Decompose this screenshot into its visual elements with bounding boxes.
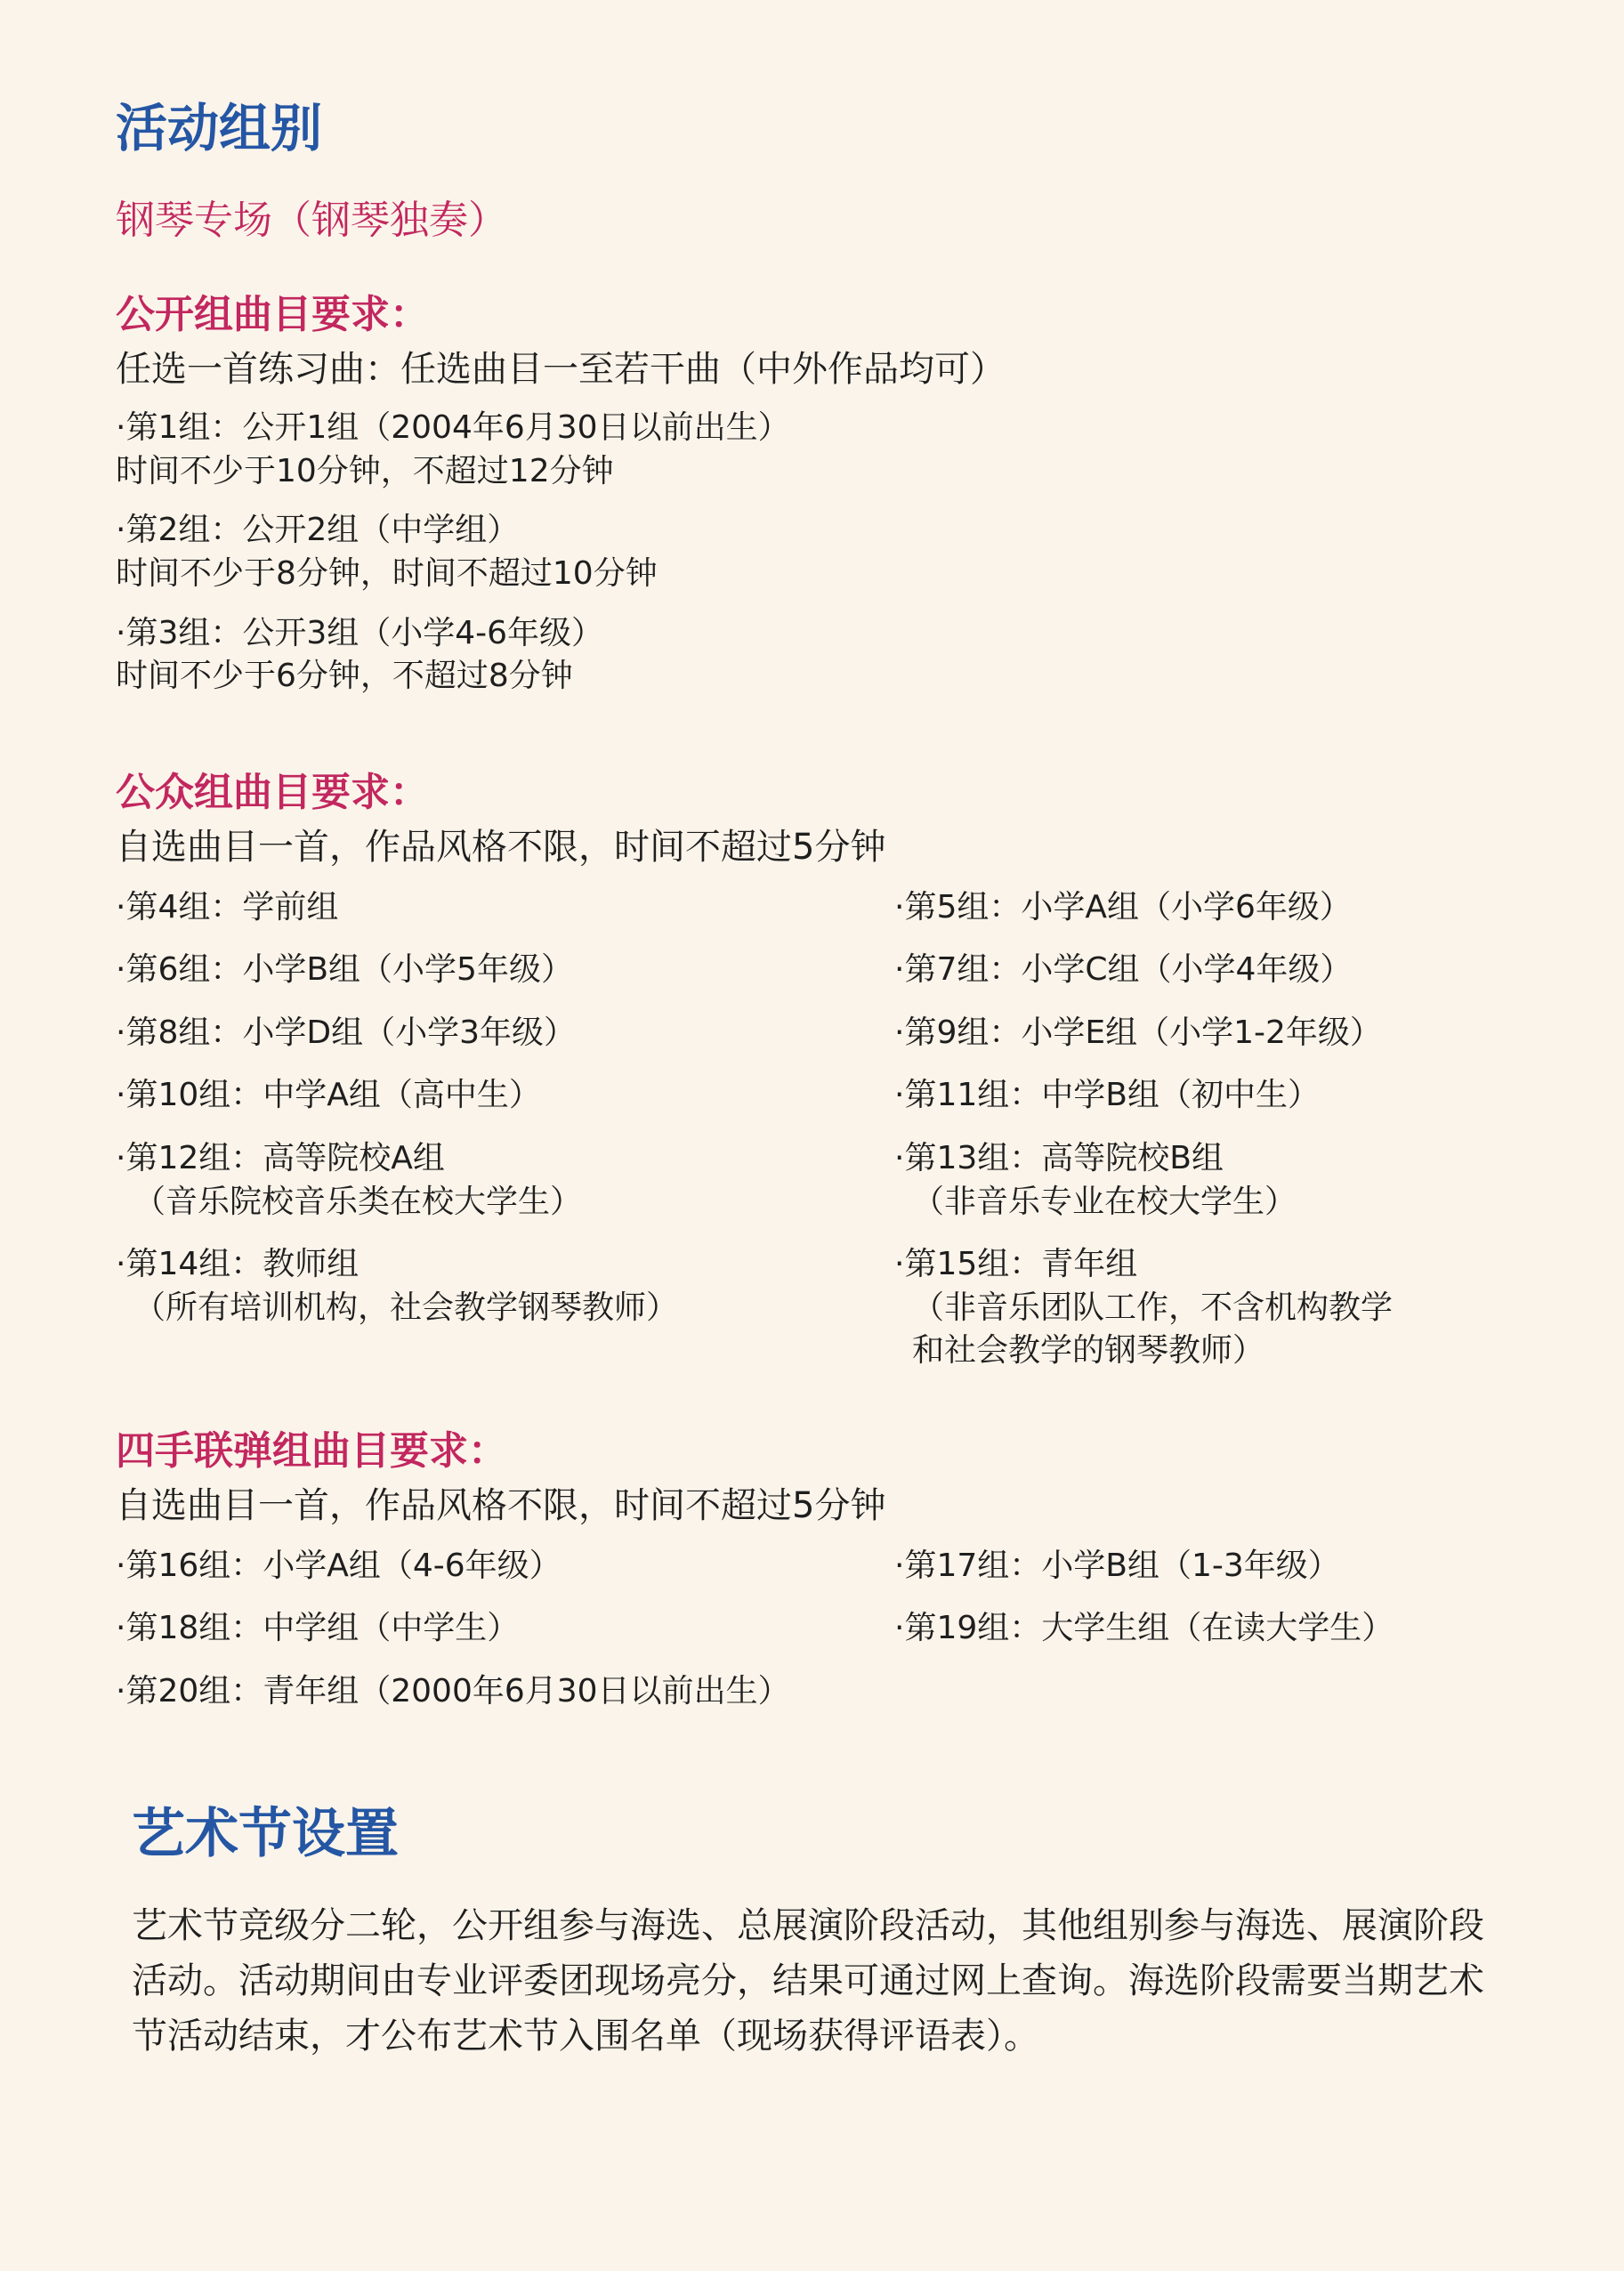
group-note-continued: 和社会教学的钢琴教师） xyxy=(912,1332,1265,1370)
group-item-9 xyxy=(894,1012,1499,1055)
section-heading-groups: 活动组别 xyxy=(116,98,323,158)
general-group-section xyxy=(116,770,1504,1373)
group-note: （非音乐专业在校大学生） xyxy=(912,1183,1297,1220)
public-group-desc: 任选一首练习曲：任选曲目一至若干曲（中外作品均可） xyxy=(116,349,1006,391)
piano-subheading: 钢琴专场（钢琴独奏） xyxy=(116,197,507,243)
group-item-15 xyxy=(894,1243,1499,1373)
group-note: （音乐院校音乐类在校大学生） xyxy=(133,1183,583,1220)
general-group-grid xyxy=(116,886,1504,1373)
group-label: ·第20组：青年组（2000年6月30日以前出生） xyxy=(116,1672,790,1709)
group-label: ·第17组：小学B组（1-3年级） xyxy=(894,1547,1340,1584)
group-note: 时间不少于8分钟，时间不超过10分钟 xyxy=(116,554,658,592)
public-group-title: 公开组曲目要求： xyxy=(116,292,429,338)
group-label: ·第13组：高等院校B组 xyxy=(894,1139,1224,1176)
art-festival-title: 艺术节设置 xyxy=(132,1803,399,1866)
art-festival-body: 艺术节竞级分二轮，公开组参与海选、总展演阶段活动，其他组别参与海选、展演阶段活动。活动期间由专业评委团现场亮分，结果可通过网上查询。海选阶段需要当期艺术节活动结束，才公布艺术节入围名单（现场获得评语表）。 xyxy=(132,1905,1484,2057)
group-label: ·第14组：教师组 xyxy=(116,1246,360,1283)
four-hands-title: 四手联弹组曲目要求： xyxy=(116,1427,507,1474)
four-hands-section xyxy=(116,1428,1504,1714)
group-note: 时间不少于10分钟，不超过12分钟 xyxy=(116,452,614,489)
group-label: ·第15组：青年组 xyxy=(894,1246,1138,1283)
group-item-16 xyxy=(116,1545,894,1588)
group-label: ·第18组：中学组（中学生） xyxy=(116,1610,520,1647)
group-label: ·第12组：高等院校A组 xyxy=(116,1139,445,1176)
group-item-4 xyxy=(116,886,894,930)
group-label: ·第8组：小学D组（小学3年级） xyxy=(116,1014,576,1051)
group-note: （所有培训机构，社会教学钢琴教师） xyxy=(133,1289,679,1326)
group-label: ·第16组：小学A组（4-6年级） xyxy=(116,1547,562,1584)
group-item-6 xyxy=(116,949,894,992)
group-label: ·第6组：小学B组（小学5年级） xyxy=(116,951,573,989)
group-label: ·第9组：小学E组（小学1-2年级） xyxy=(894,1014,1382,1051)
public-group-section xyxy=(116,292,1504,698)
group-item-10 xyxy=(116,1074,894,1118)
group-item-12 xyxy=(116,1137,894,1224)
group-label: ·第1组：公开1组（2004年6月30日以前出生） xyxy=(116,409,790,447)
group-item-7 xyxy=(894,949,1499,992)
group-label: ·第11组：中学B组（初中生） xyxy=(894,1077,1320,1114)
art-festival-section xyxy=(116,1802,1504,2064)
group-label: ·第5组：小学A组（小学6年级） xyxy=(894,888,1352,925)
group-item-11 xyxy=(894,1074,1499,1118)
group-label: ·第7组：小学C组（小学4年级） xyxy=(894,951,1353,989)
group-item-3 xyxy=(116,612,1504,699)
general-group-desc: 自选曲目一首，作品风格不限，时间不超过5分钟 xyxy=(116,826,886,868)
group-item-13 xyxy=(894,1137,1499,1224)
document-page xyxy=(116,98,1504,2064)
group-item-1 xyxy=(116,407,1504,493)
group-label: ·第19组：大学生组（在读大学生） xyxy=(894,1610,1394,1647)
four-hands-desc: 自选曲目一首，作品风格不限，时间不超过5分钟 xyxy=(116,1484,886,1526)
group-label: ·第10组：中学A组（高中生） xyxy=(116,1077,541,1114)
group-item-20 xyxy=(116,1670,894,1714)
group-label: ·第3组：公开3组（小学4-6年级） xyxy=(116,614,604,651)
group-item-17 xyxy=(894,1545,1499,1588)
four-hands-grid xyxy=(116,1545,1504,1714)
group-item-8 xyxy=(116,1012,894,1055)
group-item-5 xyxy=(894,886,1499,930)
general-group-title: 公众组曲目要求： xyxy=(116,769,429,815)
group-label: ·第2组：公开2组（中学组） xyxy=(116,512,520,549)
group-item-18 xyxy=(116,1607,894,1651)
group-item-14 xyxy=(116,1243,894,1373)
group-label: ·第4组：学前组 xyxy=(116,888,339,925)
group-note: 时间不少于6分钟，不超过8分钟 xyxy=(116,658,573,695)
group-item-19 xyxy=(894,1607,1499,1651)
group-note: （非音乐团队工作，不含机构教学 xyxy=(912,1289,1394,1326)
group-item-2 xyxy=(116,509,1504,595)
